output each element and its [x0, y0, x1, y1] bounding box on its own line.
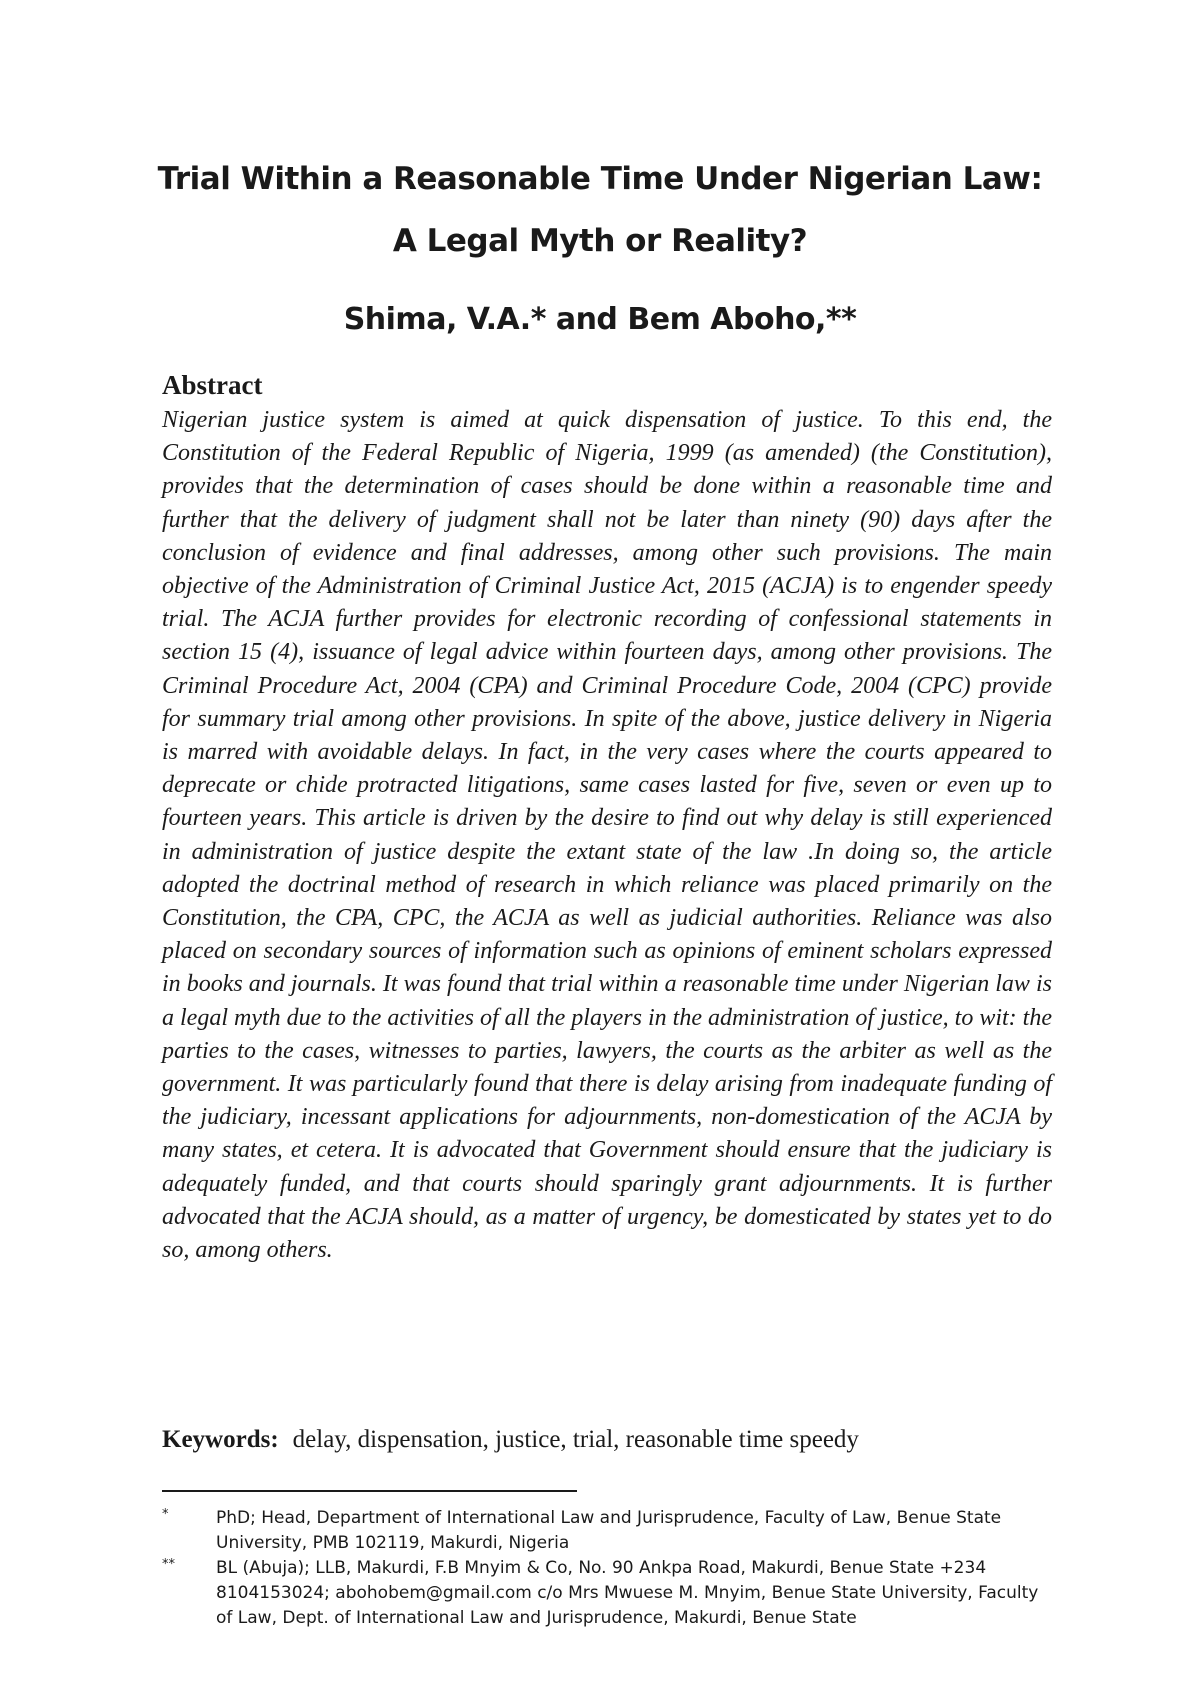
abstract-heading: Abstract	[162, 370, 263, 400]
footnote-2-text: BL (Abuja); LLB, Makurdi, F.B Mnyim & Co, No. 90 Ankpa Road, Makurdi, Benue State +234 8104153024; abohobem@gmail.com c/o Mrs Mwuese M. Mnyim, Benue State University, Faculty of Law, Dept. of International Law and Jurisprudence, Makurdi, Benue State	[216, 1558, 1039, 1628]
paper-title-line-2: A Legal Myth or Reality?	[392, 223, 808, 259]
paper-title-line-1: Trial Within a Reasonable Time Under Nigerian Law:	[157, 161, 1043, 197]
footnote-1-mark: *	[162, 1507, 169, 1522]
keywords-value: delay, dispensation, justice, trial, reasonable time speedy	[292, 1426, 859, 1453]
author-line: Shima, V.A.* and Bem Aboho,**	[343, 302, 857, 337]
abstract-body: Nigerian justice system is aimed at quick dispensation of justice. To this end, the Constitution of the Federal Republic of Nigeria, 1999 (as amended) (the Constitution), provides that the determination of cases should be done within a reasonable time and further that the delivery of judgment shall not be later than ninety (90) days after the conclusion of evidence and final addresses, among other such provisions. The main objective of the Administration of Criminal Justice Act, 2015 (ACJA) is to engender speedy trial. The ACJA further provides for electronic recording of confessional statements in section 15 (4), issuance of legal advice within fourteen days, among other provisions. The Criminal Procedure Act, 2004 (CPA) and Criminal Procedure Code, 2004 (CPC) provide for summary trial among other provisions. In spite of the above, justice delivery in Nigeria is marred with avoidable delays. In fact, in the very cases where the courts appeared to deprecate or chide protracted litigations, same cases lasted for five, seven or even up to fourteen years. This article is driven by the desire to find out why delay is still experienced in administration of justice despite the extant state of the law .In doing so, the article adopted the doctrinal method of research in which reliance was placed primarily on the Constitution, the CPA, CPC, the ACJA as well as judicial authorities. Reliance was also placed on secondary sources of information such as opinions of eminent scholars expressed in books and journals. It was found that trial within a reasonable time under Nigerian law is a legal myth due to the activities of all the players in the administration of justice, to wit: the parties to the cases, witnesses to parties, lawyers, the courts as the arbiter as well as the government. It was particularly found that there is delay arising from inadequate funding of the judiciary, incessant applications for adjournments, non-domestication of the ACJA by many states, et cetera. It is advocated that Government should ensure that the judiciary is adequately funded, and that courts should sparingly grant adjournments. It is further advocated that the ACJA should, as a matter of urgency, be domesticated by states yet to do so, among others.	[162, 407, 1052, 1264]
footnote-1-text: PhD; Head, Department of International Law and Jurisprudence, Faculty of Law, Benue State University, PMB 102119, Makurdi, Nigeria	[216, 1508, 1002, 1553]
footnote-divider	[162, 1490, 577, 1492]
footnote-2-mark: **	[162, 1557, 175, 1572]
footnote-2	[162, 1556, 1052, 1631]
keywords-line	[162, 1426, 859, 1454]
keywords-label: Keywords:	[162, 1426, 279, 1453]
paper-title	[0, 148, 1200, 272]
footnote-1	[162, 1506, 1052, 1556]
